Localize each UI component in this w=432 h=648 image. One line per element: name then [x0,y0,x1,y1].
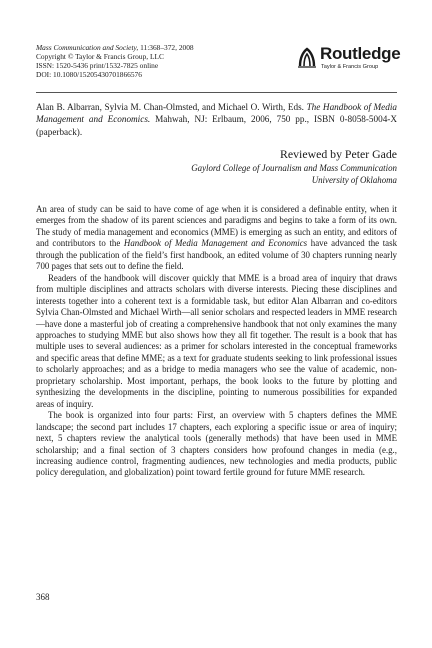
paragraph: The book is organized into four parts: First, an overview with 5 chapters defines the MME landscape; the second part includes 17 chapters, each exploring a specific issue or area of inquiry; next, 5 chapters review the analytical tools (generally methods) that have been used in MME scholarship; and a final section of 3 chapters considers how profound changes in media (e.g., increasing audience control, fragmenting audiences, new technologies and media products, public policy deregulation, and globalization) point toward fertile ground for future MME research. [36,410,397,478]
paragraph-text: have advanced the task through the publication of the field’s first handbook, an edited volume of 30 chapters running nearly 700 pages that sets out to define the field. [36,238,398,272]
paragraph [36,204,397,273]
publisher-logo [298,44,401,74]
reviewer-affiliation-college: Gaylord College of Journalism and Mass Communication [191,163,397,173]
page-number: 368 [36,592,50,602]
review-body [36,204,397,479]
header-divider [36,92,397,93]
journal-header [36,43,286,79]
journal-citation-line [36,43,286,52]
reviewer-block [36,147,397,186]
doi-line: DOI: 10.1080/15205430701866576 [36,70,142,79]
logo-subtitle: Taylor & Francis Group [321,64,379,70]
routledge-mark-icon [298,46,316,68]
book-title: The Handbook of Media Management and Economics. [36,102,397,125]
reviewer-byline: Reviewed by Peter Gade [280,147,397,161]
book-citation [36,101,397,138]
journal-name: Mass Communication and Society, [36,43,139,52]
book-editors: Alan B. Albarran, Sylvia M. Chan-Olmsted, and Michael O. Wirth, Eds. [36,102,307,112]
logo-name: Routledge [320,44,401,63]
issn-line: ISSN: 1520-5436 print/1532-7825 online [36,61,159,70]
copyright-line: Copyright © Taylor & Francis Group, LLC [36,52,164,61]
journal-volume: 11:368–372, 2008 [138,43,194,52]
book-details: Mahwah, NJ: Erlbaum, 2006, 750 pp., ISBN 0-8058-5004-X (paperback). [36,114,398,137]
handbook-title-inline: Handbook of Media Management and Economics [123,238,308,249]
paragraph-text: An area of study can be said to have come of age when it is considered a definable entity, when it emerges from the shadow of its parent sciences and paradigms and begins to take a form of its own. The study of media management and economics (MME) is emerging as such an entity, and editors of and contributors to the [36,204,397,249]
paragraph: Readers of the handbook will discover quickly that MME is a broad area of inquiry that draws from multiple disciplines and attracts scholars with diverse interests. Piecing these disciplines and interests together into a coherent text is a formidable task, but editor Alan Albarran and co-editors Sylvia Chan-Olmsted and Michael Wirth—all senior scholars and respected leaders in MME research—have done a masterful job of creating a comprehensive handbook that not only examines the many approaches to studying MME but also shows how they all fit together. The result is a book that has multiple uses to several audiences: as a primer for scholars interested in the conceptual frameworks and specific areas that define MME; as a text for graduate students seeking to link professional issues to scholarly approaches; and as a bridge to media managers who see the value of academic, non-proprietary scholarship. Most important, perhaps, the book looks to the future by plotting and synthesizing the developments in the discipline, pointing to numerous possibilities for expanded areas of inquiry. [36,272,397,409]
reviewer-affiliation-university: University of Oklahoma [311,175,397,185]
